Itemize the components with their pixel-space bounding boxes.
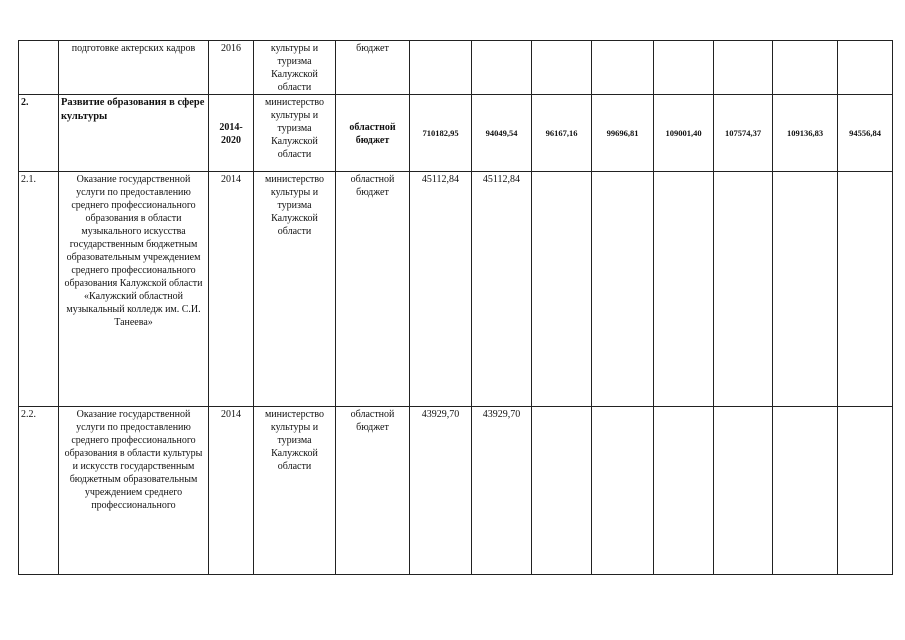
table-row bbox=[19, 95, 893, 172]
row-value-cell bbox=[714, 172, 773, 407]
row-value-cell bbox=[714, 41, 773, 95]
budget-table bbox=[18, 40, 893, 575]
row-number-cell: 2. bbox=[19, 95, 59, 172]
row-value-cell: 94556,84 bbox=[838, 95, 893, 172]
row-source-cell: областной бюджет bbox=[336, 407, 410, 575]
row-value-cell bbox=[838, 41, 893, 95]
table-row bbox=[19, 41, 893, 95]
row-executor-cell: министерство культуры и туризма Калужской области bbox=[254, 172, 336, 407]
row-source-cell: областной бюджет bbox=[336, 95, 410, 172]
row-name-cell: Развитие образования в сфере культуры bbox=[59, 95, 209, 172]
table-body bbox=[19, 41, 893, 575]
row-value-cell bbox=[472, 41, 532, 95]
row-value-cell: 45112,84 bbox=[472, 172, 532, 407]
row-value-cell bbox=[592, 41, 654, 95]
row-year-cell: 2014-2020 bbox=[209, 95, 254, 172]
row-value-cell: 109136,83 bbox=[773, 95, 838, 172]
row-value-cell bbox=[592, 407, 654, 575]
table-row bbox=[19, 172, 893, 407]
row-value-cell: 43929,70 bbox=[410, 407, 472, 575]
row-value-cell bbox=[714, 407, 773, 575]
row-value-cell bbox=[592, 172, 654, 407]
row-value-cell: 710182,95 bbox=[410, 95, 472, 172]
row-executor-cell: министерство культуры и туризма Калужской области bbox=[254, 95, 336, 172]
row-value-cell: 43929,70 bbox=[472, 407, 532, 575]
row-value-cell bbox=[654, 172, 714, 407]
row-value-cell: 96167,16 bbox=[532, 95, 592, 172]
row-name-cell: Оказание государственной услуги по предоставлению среднего профессионального образования в области музыкального искусства государственным бюджетным образовательным учреждением среднего профессионального образования Калужской области «Калужский областной музыкальный колледж им. С.И. Танеева» bbox=[59, 172, 209, 407]
row-value-cell bbox=[654, 407, 714, 575]
row-number-cell: 2.2. bbox=[19, 407, 59, 575]
table-row bbox=[19, 407, 893, 575]
row-source-cell: областной бюджет bbox=[336, 172, 410, 407]
row-value-cell bbox=[532, 172, 592, 407]
row-year-cell: 2014 bbox=[209, 172, 254, 407]
row-year-cell: 2014 bbox=[209, 407, 254, 575]
row-name-cell: Оказание государственной услуги по предоставлению среднего профессионального образования в области культуры и искусств государственным бюджетным образовательным учреждением среднего профессионального bbox=[59, 407, 209, 575]
row-value-cell: 109001,40 bbox=[654, 95, 714, 172]
row-name-cell: подготовке актерских кадров bbox=[59, 41, 209, 95]
row-value-cell: 107574,37 bbox=[714, 95, 773, 172]
row-executor-cell: министерство культуры и туризма Калужской области bbox=[254, 407, 336, 575]
row-value-cell bbox=[410, 41, 472, 95]
row-value-cell bbox=[773, 172, 838, 407]
row-number-cell bbox=[19, 41, 59, 95]
row-value-cell bbox=[773, 407, 838, 575]
row-number-cell: 2.1. bbox=[19, 172, 59, 407]
row-source-cell: бюджет bbox=[336, 41, 410, 95]
row-value-cell bbox=[773, 41, 838, 95]
row-value-cell: 99696,81 bbox=[592, 95, 654, 172]
row-value-cell bbox=[532, 41, 592, 95]
row-executor-cell: культуры и туризма Калужской области bbox=[254, 41, 336, 95]
row-value-cell bbox=[654, 41, 714, 95]
row-value-cell: 94049,54 bbox=[472, 95, 532, 172]
row-value-cell: 45112,84 bbox=[410, 172, 472, 407]
row-value-cell bbox=[838, 172, 893, 407]
row-year-cell: 2016 bbox=[209, 41, 254, 95]
row-value-cell bbox=[532, 407, 592, 575]
row-value-cell bbox=[838, 407, 893, 575]
